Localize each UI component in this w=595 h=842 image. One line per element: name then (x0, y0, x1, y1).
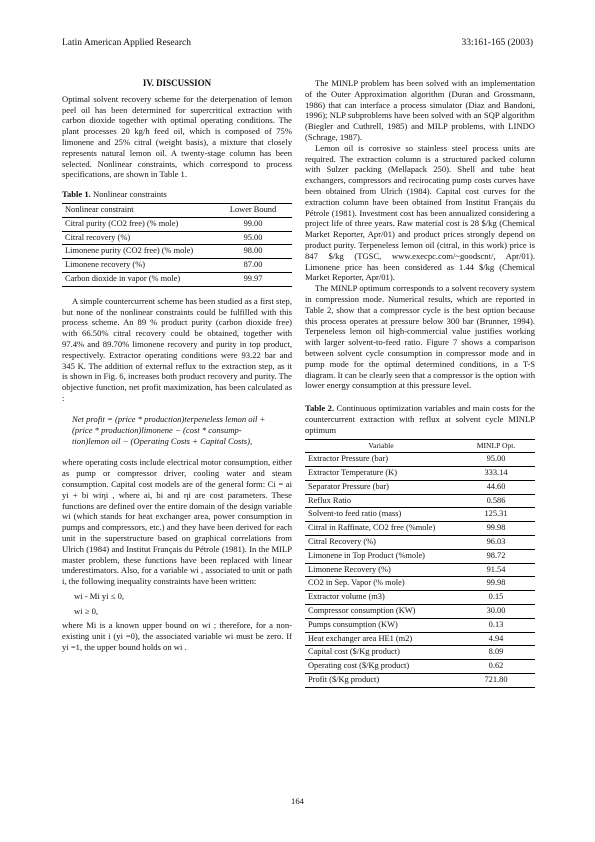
table-cell: 30.00 (457, 605, 535, 619)
table-row (305, 563, 535, 577)
table-row (305, 646, 535, 660)
table-cell: Citral purity (CO2 free) (% mole) (62, 217, 214, 231)
table-row (305, 522, 535, 536)
table-cell: Extractor volume (m3) (305, 591, 457, 605)
equation-line: (price * production)limonene − (cost * consump- (72, 424, 242, 435)
table-cell: 99.00 (214, 217, 292, 231)
running-header-journal: Latin American Applied Research (62, 38, 191, 48)
paragraph: The MINLP optimum corresponds to a solvent recovery system in compression mode. Numerical results, which are reported in Table 2, show that a compressor cycle is the best option because this process operates at pressure below 300 bar (Brunner, 1994). Terpeneless lemon oil high-commercial value justifies working with larger solvent-to-feed ratio. Figure 7 shows a comparison between solvent cycle consumption in compressor mode and in pump mode for the optimal determined conditions, in a T-S diagram. It can be clearly seen that a compressor is the option with lower energy consumption at this pressure level. (305, 283, 535, 391)
table-cell: Extractor Pressure (bar) (305, 453, 457, 467)
paragraph: where operating costs include electrical motor consumption, either as pump or compressor driver, cooling water and steam consumption. Capital cost models are of the general form: Ci = ai yi + bi wiηi , where ai, bi and ηi are cost parameters. These functions are defined over the entire domain of the design variable wi (which stands for heat exchanger area, power consumption in pumps and compressors, etc.) and they have been derived for each unit in the superstructure based on graphical correlations from Ulrich (1984) and Institut Français du Pétrole (1981). In the MILP master problem, these functions have been replaced with linear underestimators. Also, for a variable wi , associated to unit or path i, the following inequality constraints have been written: (62, 457, 292, 587)
running-header-citation: 33:161-165 (2003) (461, 38, 533, 48)
paragraph: The MINLP problem has been solved with an implementation of the Outer Approximation algorithm (Duran and Grossmann, 1986) that can interface a process simulator (Diaz and Bandoni, 1996); NLP subproblems have been solved with an SQP algorithm (Biegler and Cuthrell, 1985) and MILP problems, with LINDO (Schrage, 1987). (305, 78, 535, 142)
table-row (305, 480, 535, 494)
table-cell: 98.72 (457, 549, 535, 563)
table-cell: 98.00 (214, 245, 292, 259)
equation-line: Net profit = (price * production)terpeneless lemon oil + (72, 413, 266, 424)
table-row (305, 632, 535, 646)
table-1-label: Table 1. (62, 189, 91, 200)
table-cell: Capital cost ($/Kg product) (305, 646, 457, 660)
section-title: IV. DISCUSSION (142, 78, 212, 88)
table-header-row (305, 439, 535, 453)
table-header-row (62, 203, 292, 217)
table-header-cell: Nonlinear constraint (62, 203, 214, 217)
table-cell: 125.31 (457, 508, 535, 522)
table-cell: Citral Recovery (%) (305, 536, 457, 550)
table-cell: 99.97 (214, 272, 292, 286)
table-cell: 99.98 (457, 577, 535, 591)
table-cell: Pumps consumption (KW) (305, 618, 457, 632)
table-row (305, 618, 535, 632)
table-cell: Limonene purity (CO2 free) (% mole) (62, 245, 214, 259)
paragraph: Optimal solvent recovery scheme for the deterpenation of lemon peel oil has been determined for supercritical extraction with carbon dioxide together with optimal operating conditions. The plant processes 20 kg/h feed oil, which is composed of 75% limonene and 25% citral (weight basis), a mixture that closely represents natural lemon oil. A twenty-stage column has been selected. Nonlinear constraints, which correspond to process specifications, are shown in Table 1. (62, 93, 292, 180)
table-row (62, 245, 292, 259)
table-row (305, 508, 535, 522)
inequality-constraint: wi - Mi yi ≤ 0, (74, 590, 125, 601)
table-cell: 87.00 (214, 259, 292, 273)
table-cell: 8.09 (457, 646, 535, 660)
table-2-caption (305, 403, 535, 435)
table-cell: 0.15 (457, 591, 535, 605)
table-cell: 44.60 (457, 480, 535, 494)
inequality-constraint: wi ≥ 0, (74, 605, 99, 616)
table-row (305, 549, 535, 563)
table-cell: 95.00 (214, 231, 292, 245)
table-row (62, 231, 292, 245)
table-header-cell: Variable (305, 439, 457, 453)
right-column (305, 78, 535, 688)
table-2-caption-text: Continuous optimization variables and main costs for the countercurrent extraction with reflux at solvent cycle MINLP optimum (305, 403, 535, 435)
table-cell: 91.54 (457, 563, 535, 577)
table-row (62, 259, 292, 273)
paragraph: where Mi is a known upper bound on wi ; therefore, for a non-existing unit i (yi =0), the associated variable wi must be zero. If yi =1, the upper bound holds on wi . (62, 620, 292, 653)
table-cell: Separator Pressure (bar) (305, 480, 457, 494)
table-cell: Limonene Recovery (%) (305, 563, 457, 577)
table-cell: Limonene in Top Product (%mole) (305, 549, 457, 563)
table-1 (62, 203, 292, 287)
table-cell: Limonene recovery (%) (62, 259, 214, 273)
paragraph: Lemon oil is corrosive so stainless steel process units are required. The extraction column is a structured packed column with Sulzer packing (Mellapack 250). Shell and tube heat exchangers, compressors and recirocating pump costs curves have been obtained from Ulrich (1984). Capital cost curves for the extraction column have been obtained from Institut Français du Pétrole (1981). Investment cost has been annualized considering a project life of three years. Raw material cost is 28 $/kg (Chemical Market Reporter, Apr/01) and product prices strongly depend on product purity. Terpeneless lemon oil (citral, in this work) price is 847 $/kg (TGSC, www.execpc.com/~goodscnt/, Apr/01). Limonene price has been considered as 1.44 $/kg (Chemical Market Reporter, Apr/01). (305, 142, 535, 283)
table-row (305, 660, 535, 674)
table-cell: 95.00 (457, 453, 535, 467)
table-cell: Reflux Ratio (305, 494, 457, 508)
table-cell: 721.80 (457, 674, 535, 688)
table-row (305, 605, 535, 619)
objective-function-equation (72, 414, 292, 448)
table-cell: 99.98 (457, 522, 535, 536)
left-column (62, 78, 292, 653)
table-cell: Carbon dioxide in vapor (% mole) (62, 272, 214, 286)
table-row (305, 536, 535, 550)
equation-line: tion)lemon oil − (Operating Costs + Capital Costs), (72, 436, 253, 447)
table-1-caption-text: Nonlinear constraints (92, 189, 167, 200)
table-cell: 96.03 (457, 536, 535, 550)
table-cell: Operating cost ($/Kg product) (305, 660, 457, 674)
table-row (305, 674, 535, 688)
table-cell: Citral in Raffinate, CO2 free (%mole) (305, 522, 457, 536)
table-cell: 0.13 (457, 618, 535, 632)
table-row (62, 217, 292, 231)
table-header-cell: MINLP Opt. (457, 439, 535, 453)
table-cell: 0.62 (457, 660, 535, 674)
table-cell: Profit ($/Kg product) (305, 674, 457, 688)
table-2-label: Table 2. (305, 403, 335, 414)
paragraph: A simple countercurrent scheme has been studied as a first step, but none of the nonlinear constraints could be fulfilled with this process scheme. An 89 % product purity (carbon dioxide free) with 66.50% citral recovery could be obtained, together with 97.4% and 89.70% limonene recovery and purity in top product, respectively. Extractor operating conditions were 93.22 bar and 345 K. The addition of external reflux to the extraction step, as it is shown in Fig. 6, increases both product recovery and purity. The objective function, net profit maximization, has been calculated as : (62, 295, 292, 403)
table-cell: Compressor consumption (KW) (305, 605, 457, 619)
table-row (305, 591, 535, 605)
table-row (62, 272, 292, 286)
page-number: 164 (291, 796, 304, 806)
table-row (305, 467, 535, 481)
table-cell: Solvent-to feed ratio (mass) (305, 508, 457, 522)
table-row (305, 577, 535, 591)
table-row (305, 453, 535, 467)
table-header-cell: Lower Bound (214, 203, 292, 217)
table-2 (305, 439, 535, 688)
table-row (305, 494, 535, 508)
table-cell: 0.586 (457, 494, 535, 508)
table-cell: CO2 in Sep. Vapor (% mole) (305, 577, 457, 591)
table-cell: Extractor Temperature (K) (305, 467, 457, 481)
table-1-caption (62, 189, 292, 200)
table-cell: Citral recovery (%) (62, 231, 214, 245)
table-cell: 4.94 (457, 632, 535, 646)
table-cell: Heat exchanger area HE1 (m2) (305, 632, 457, 646)
table-cell: 333.14 (457, 467, 535, 481)
